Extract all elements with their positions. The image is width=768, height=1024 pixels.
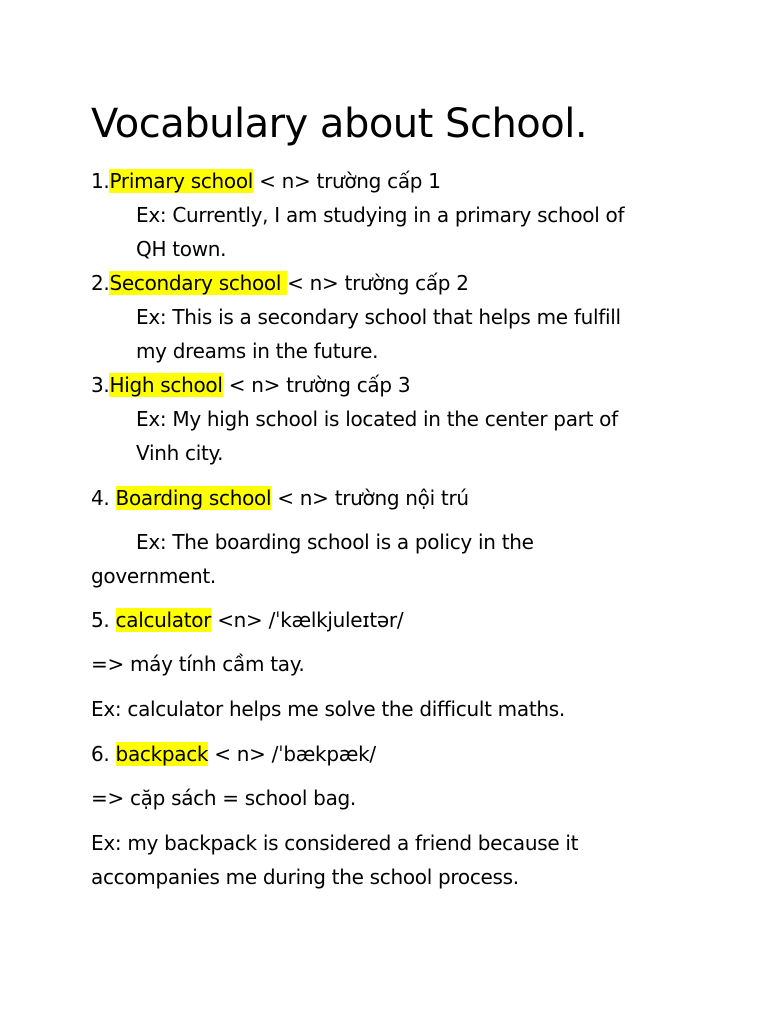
vocab-term: backpack: [115, 742, 209, 766]
vocab-term: calculator: [115, 608, 212, 632]
example-line: Ex: my backpack is considered a friend because it: [91, 831, 579, 855]
term-definition: < n> trường nội trú: [271, 486, 469, 510]
item-number: 1.: [91, 169, 110, 193]
example-line: Ex: The boarding school is a policy in the: [136, 530, 534, 554]
example-line: QH town.: [136, 237, 227, 261]
vocab-item-4: [91, 481, 469, 515]
vocab-item-2: [91, 266, 469, 300]
term-definition: <n> /ˈkælkjuleɪtər/: [211, 608, 404, 632]
item-number: 2.: [91, 271, 110, 295]
term-definition: < n> trường cấp 1: [253, 169, 441, 193]
example-line: Ex: calculator helps me solve the difficult maths.: [91, 697, 565, 721]
vocab-item-1: [91, 164, 441, 198]
vocab-term: High school: [109, 373, 223, 397]
example-line: Ex: Currently, I am studying in a primary school of: [136, 203, 625, 227]
vocab-term: Primary school: [109, 169, 254, 193]
meaning-line: => máy tính cầm tay.: [91, 652, 305, 676]
vocab-term: Secondary school: [109, 271, 288, 295]
vocab-item-5: [91, 603, 403, 637]
vocab-item-6: [91, 737, 376, 771]
term-definition: < n> trường cấp 2: [287, 271, 469, 295]
example-line: Ex: My high school is located in the center part of: [136, 407, 618, 431]
item-number: 6.: [91, 742, 116, 766]
term-definition: < n> trường cấp 3: [222, 373, 411, 397]
meaning-line: => cặp sách = school bag.: [91, 786, 356, 810]
example-line: my dreams in the future.: [136, 339, 379, 363]
item-number: 5.: [91, 608, 116, 632]
item-number: 4.: [91, 486, 116, 510]
page-title: Vocabulary about School.: [91, 101, 588, 147]
example-line: accompanies me during the school process.: [91, 865, 519, 889]
term-definition: < n> /ˈbækpæk/: [208, 742, 376, 766]
example-line: government.: [91, 564, 216, 588]
vocab-item-3: [91, 368, 410, 402]
example-line: Vinh city.: [136, 441, 224, 465]
example-line: Ex: This is a secondary school that helps me fulfill: [136, 305, 621, 329]
vocab-term: Boarding school: [115, 486, 272, 510]
item-number: 3.: [91, 373, 110, 397]
